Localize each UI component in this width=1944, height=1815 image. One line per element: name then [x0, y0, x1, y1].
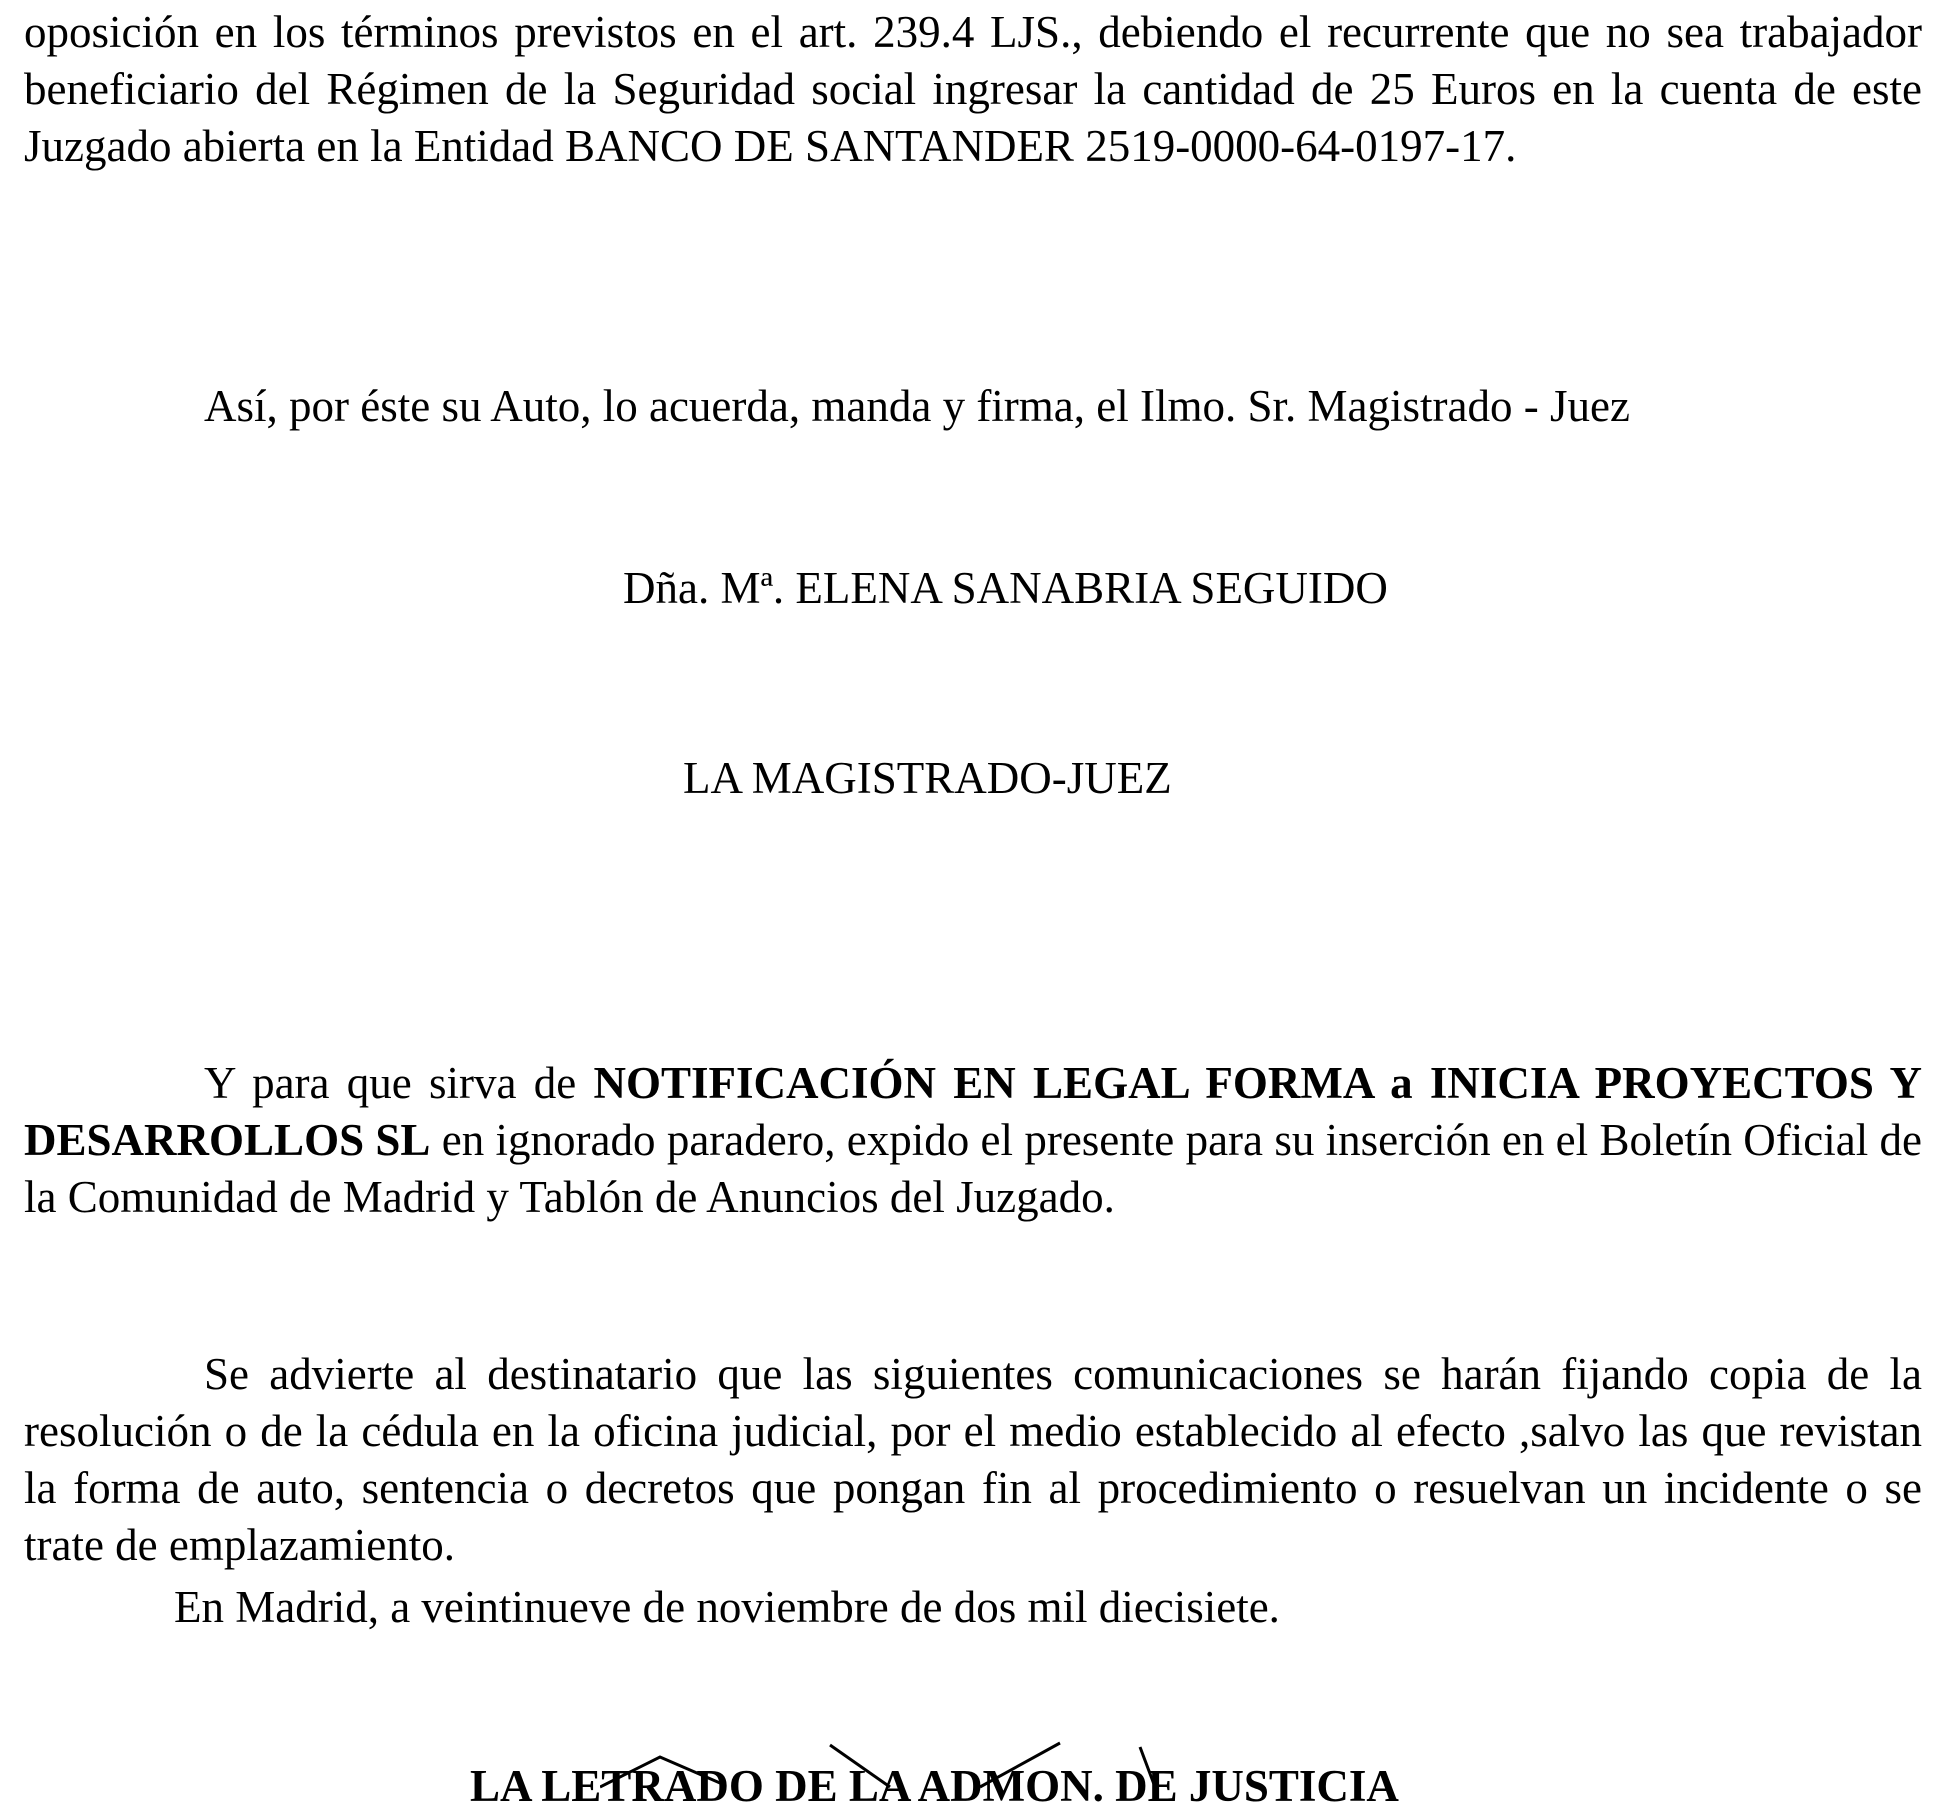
place-and-date: En Madrid, a veintinueve de noviembre de dos mil diecisiete. — [174, 1582, 1280, 1632]
judge-name: Dña. Mª. ELENA SANABRIA SEGUIDO — [623, 563, 1388, 613]
paragraph-auto-closing: Así, por éste su Auto, lo acuerda, manda y firma, el Ilmo. Sr. Magistrado - Juez — [204, 381, 1630, 431]
signatory-title: LA LETRADO DE LA ADMON. DE JUSTICIA — [470, 1761, 1399, 1811]
notification-connector: a — [1372, 1058, 1430, 1108]
notification-bold-legal-form: NOTIFICACIÓN EN LEGAL FORMA — [593, 1058, 1373, 1108]
notification-bold-company: INICIA PROYECTOS Y DESARROLLOS SL — [24, 1058, 1922, 1165]
paragraph-warning: Se advierte al destinatario que las siguientes comunicaciones se harán fijando copia de la resolución o de la cédula en la oficina judicial, por el medio establecido al efecto ,salvo las que revistan la forma de auto, sentencia o decretos que pongan fin al procedimiento o resuelvan un incidente o se trate de emplazamiento. — [24, 1349, 1922, 1570]
paragraph-deposit-instructions: oposición en los términos previstos en el art. 239.4 LJS., debiendo el recurrente que no sea trabajador beneficiario del Régimen de la Seguridad social ingresar la cantidad de 25 Euros en la cuenta de este Juzgado abierta en la Entidad BANCO DE SANTANDER 2519-0000-64-0197-17. — [24, 7, 1922, 171]
paragraph-notification — [24, 1055, 1922, 1226]
judge-title: LA MAGISTRADO-JUEZ — [683, 753, 1172, 803]
notification-lead: Y para que sirva de — [204, 1058, 594, 1108]
notification-tail: en ignorado paradero, expido el presente para su inserción en el Boletín Oficial de la Comunidad de Madrid y Tablón de Anuncios del Juzgado. — [24, 1115, 1922, 1222]
